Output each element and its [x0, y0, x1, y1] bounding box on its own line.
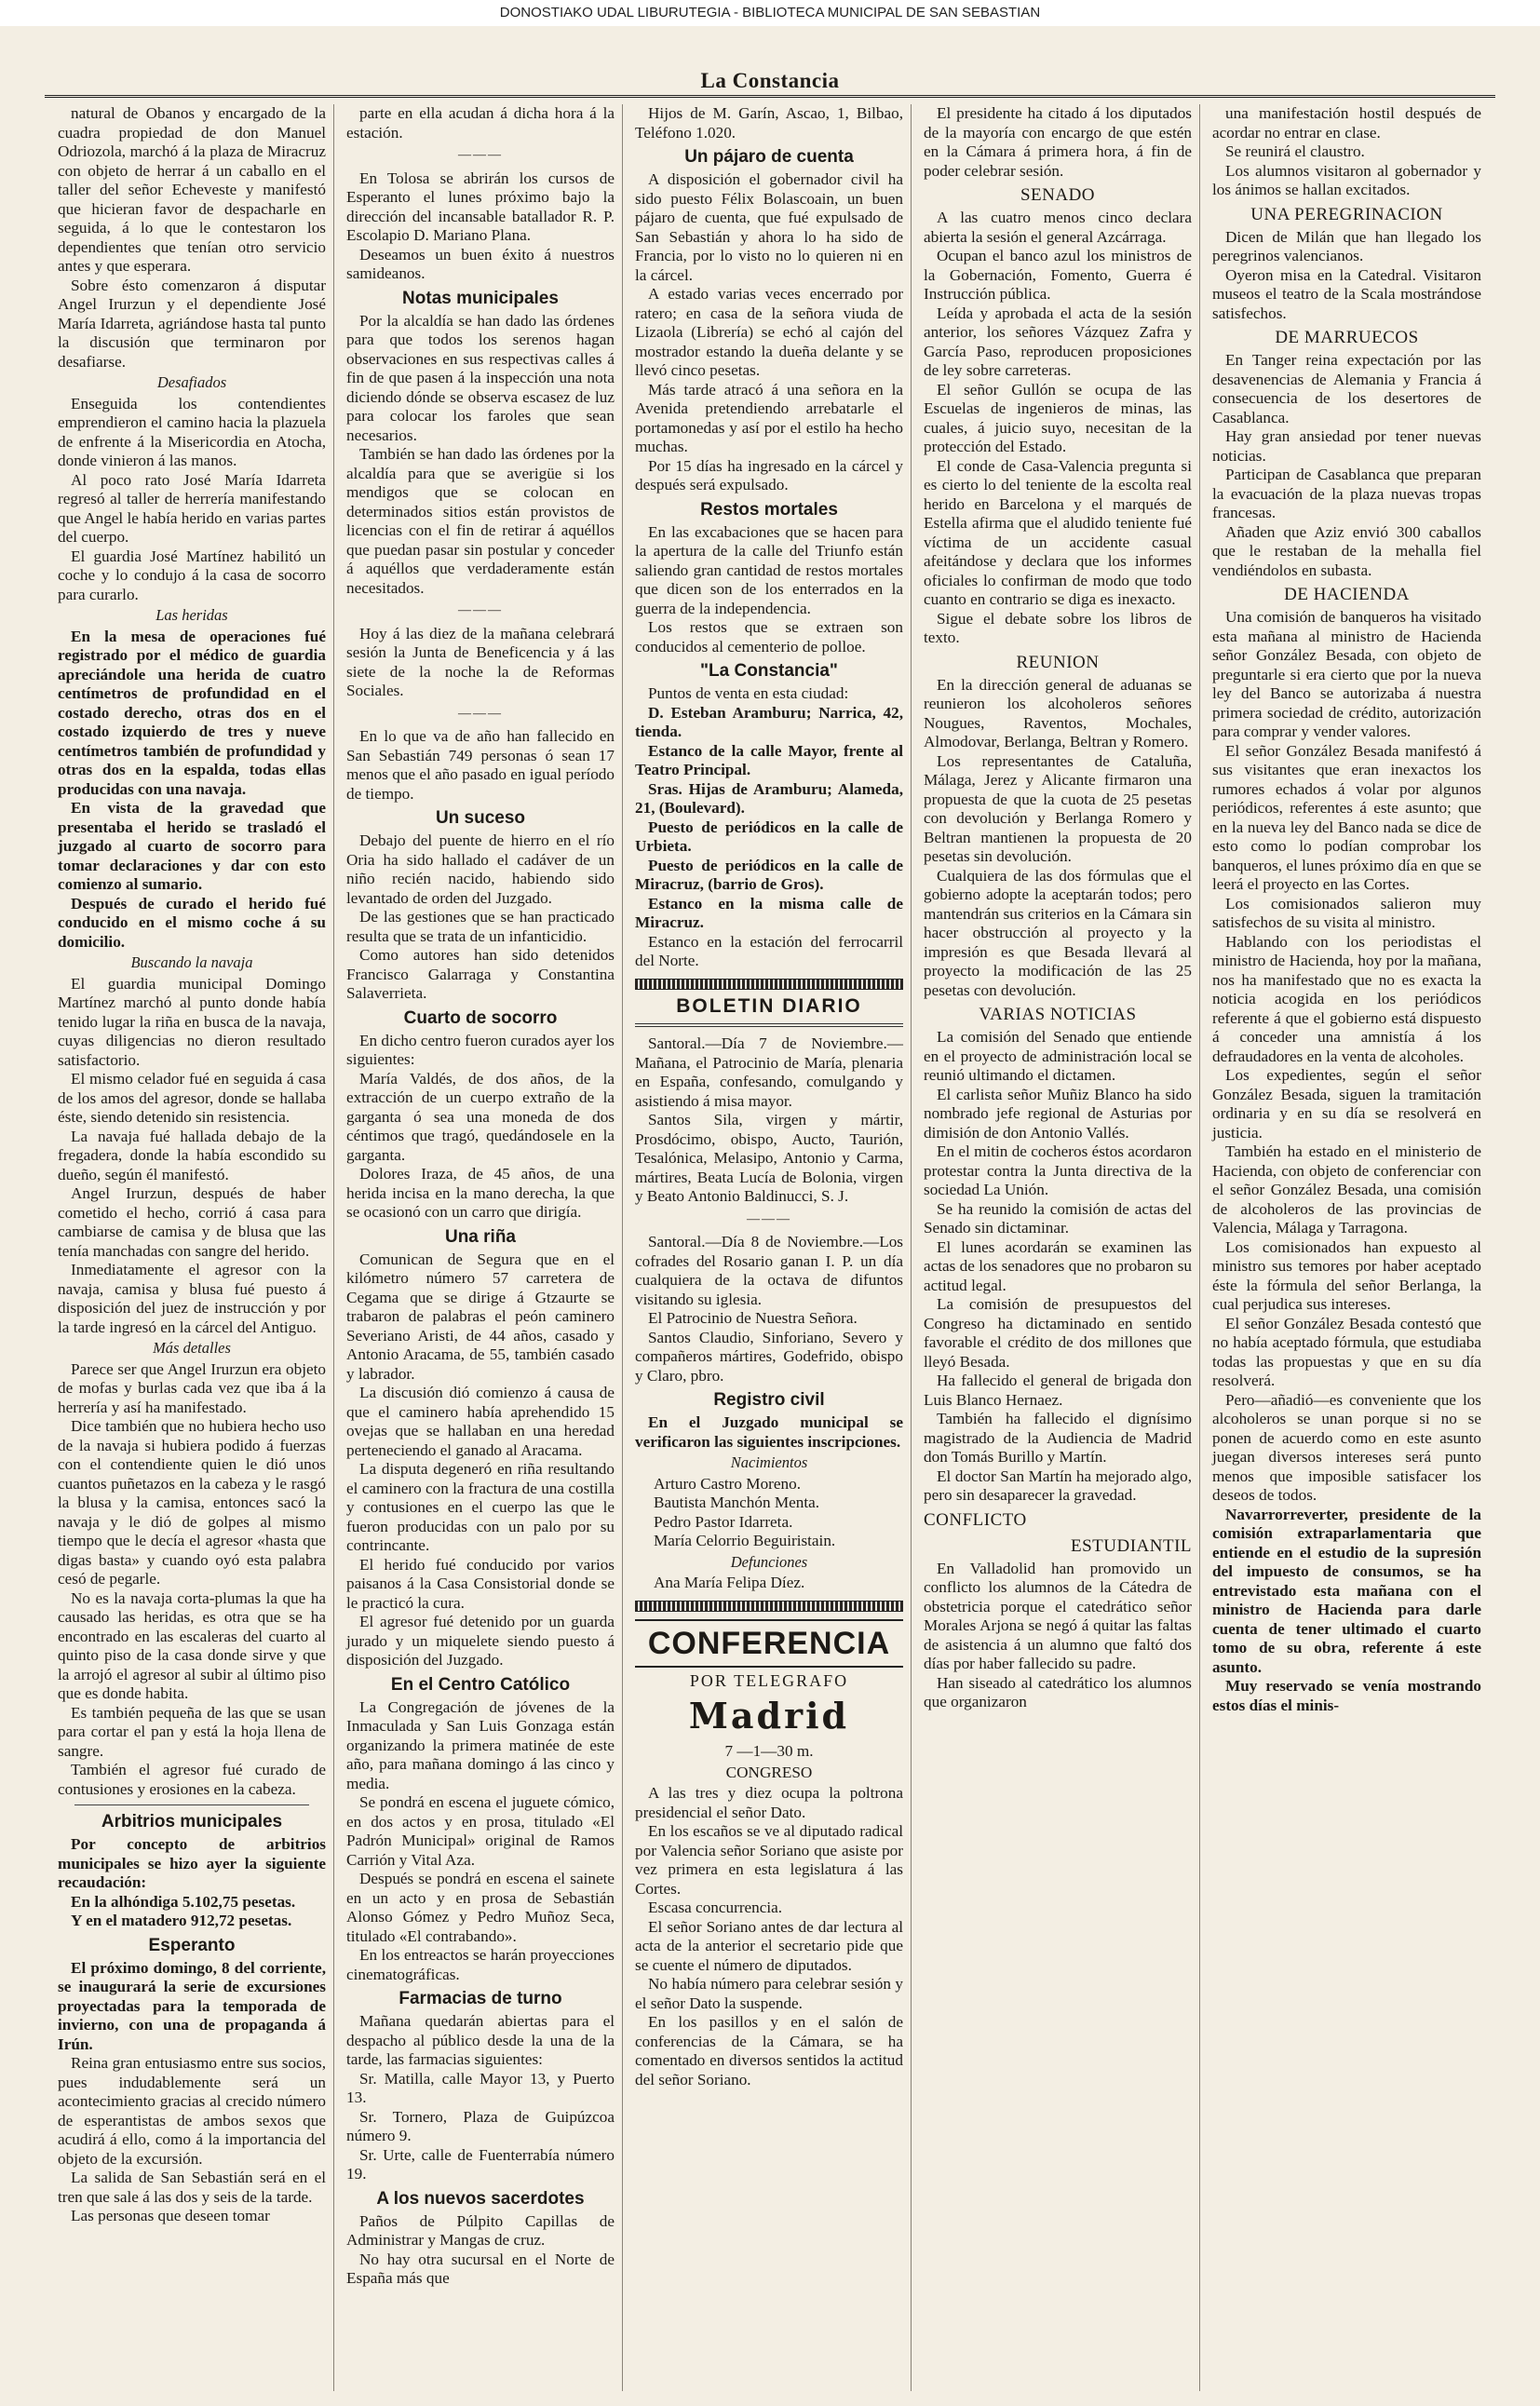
section-heading: REUNION: [1016, 652, 1100, 672]
article-paragraph: En el Juzgado municipal se verificaron las siguientes inscripciones.: [635, 1413, 903, 1451]
article-paragraph: El herido fué conducido por varios paisanos á la Casa Consistorial donde se le practicó la cura.: [346, 1555, 615, 1612]
article-paragraph: Santos Sila, virgen y mártir, Prosdócimo, obispo, Aucto, Taurión, Tesalónica, Melasipo, Antonio y Carma, mártires, Beata Lucía de Bolonia, virgen y Beato Antonio Baldinucci, S. J.: [635, 1111, 903, 1205]
article-paragraph: También ha fallecido el dignísimo magistrado de la Audiencia de Madrid don Tomás Burillo y Martín.: [924, 1410, 1192, 1466]
article-paragraph: Más tarde atracó á una señora en la Avenida pretendiendo arrebatarle el portamonedas y así por el estilo ha hecho muchas.: [635, 380, 903, 455]
article-paragraph: Hijos de M. Garín, Ascao, 1, Bilbao, Teléfono 1.020.: [635, 104, 903, 142]
ornamental-band: [635, 1601, 903, 1612]
ornamental-band: [635, 979, 903, 990]
article-paragraph: Sigue el debate sobre los libros de texto.: [924, 609, 1192, 646]
section-heading: UNA PEREGRINACION: [1250, 204, 1443, 224]
article-paragraph: Estanco en la misma calle de Miracruz.: [635, 894, 903, 931]
telegraph-line: POR TELEGRAFO: [689, 1670, 849, 1690]
article-paragraph: Sobre ésto comenzaron á disputar Angel Irurzun y el dependiente José María Idarreta, agriándose hasta tal punto la discusión que terminaron por desafiarse.: [58, 276, 326, 371]
article-paragraph: La discusión dió comienzo á causa de que el caminero había aprehendido 15 ovejas que se hallaban en una heredad perteneciendo el ganado al Aracama.: [346, 1384, 615, 1459]
article-paragraph: Los restos que se extraen son conducidos al cementerio de polloe.: [635, 618, 903, 656]
article-paragraph: Pero—añadió—es conveniente que los alcoholeros se unan porque si no se ponen de acuerdo como en este asunto juegan diversos intereses será punto menos que imposible satisfacer los deseos de todos.: [1212, 1390, 1481, 1504]
masthead: [45, 67, 1495, 101]
article-paragraph: El carlista señor Muñiz Blanco ha sido nombrado jefe regional de Asturias por dimisión de don Antonio Vallés.: [924, 1085, 1192, 1142]
conference-title: CONFERENCIA: [635, 1619, 903, 1668]
masthead-rule: [45, 95, 1495, 98]
list-item: Pedro Pastor Idarreta.: [654, 1512, 793, 1531]
section-heading: CONFLICTO: [924, 1509, 1027, 1530]
article-paragraph: En las excabaciones que se hacen para la apertura de la calle del Triunfo están saliendo gran cantidad de restos mortales que dicen son de los enterrados en la guerra de la independencia.: [635, 522, 903, 617]
article-paragraph: natural de Obanos y encargado de la cuadra propiedad de don Manuel Odriozola, marchó á la plaza de Miracruz con objeto de herrar á un caballo en el taller del señor Echeveste y manifestó que hicieran favor de despacharle en seguida, á lo que le contestaron los dependientes que tenían otro servicio antes y que esperara.: [58, 104, 326, 275]
separator: ———: [458, 706, 503, 721]
article-paragraph: El agresor fué detenido por un guarda jurado y un miquelete siendo puesto á disposición del Juzgado.: [346, 1613, 615, 1669]
article-paragraph: El presidente ha citado á los diputados de la mayoría con encargo de que estén en la Cámara á primera hora, á fin de poder celebrar sesión.: [924, 104, 1192, 180]
article-paragraph: Oyeron misa en la Catedral. Visitaron museos el teatro de la Scala mostrándose satisfechos.: [1212, 265, 1481, 322]
article-paragraph: Y en el matadero 912,72 pesetas.: [71, 1912, 292, 1929]
article-paragraph: En los pasillos y en el salón de conferencias de la Cámara, se ha comentado en diversos sentidos la actitud del señor Soriano.: [635, 2013, 903, 2088]
article-paragraph: De las gestiones que se han practicado resulta que se trata de un infanticidio.: [346, 908, 615, 945]
column-3: [628, 104, 912, 2391]
separator: ———: [458, 148, 503, 162]
article-paragraph: El lunes acordarán se examinen las actas de los senadores que no probaron su actitud legal.: [924, 1237, 1192, 1294]
article-paragraph: Estanco en la estación del ferrocarril del Norte.: [635, 932, 903, 969]
article-paragraph: No es la navaja corta-plumas la que ha causado las heridas, es otra que se ha encontrado en las escaleras del cuarto al quinto piso de la casa donde sirve y que la arrojó el agresor al subir al último piso que es donde habita.: [58, 1588, 326, 1702]
separator-rule: [74, 1804, 309, 1805]
column-5: [1205, 104, 1489, 2391]
subheading: Nacimientos: [730, 1453, 808, 1471]
article-paragraph: Los expedientes, según el señor González Besada, siguen la tramitación ordinaria y en su día se resolverá en justicia.: [1212, 1066, 1481, 1142]
section-heading: ESTUDIANTIL: [1070, 1535, 1192, 1556]
article-paragraph: La salida de San Sebastián será en el tren que sale á las dos y seis de la tarde.: [58, 2169, 326, 2206]
section-heading: A los nuevos sacerdotes: [376, 2188, 585, 2209]
article-paragraph: Dice también que no hubiera hecho uso de la navaja si hubiera podido á fuerzas con el contendiente quien le dió unos cuantos puñetazos en la cabeza y le rasgó la blusa y la camisa, entonces sacó la navaja y le dió de golpes al mismo tiempo que le decía el agresor «hasta que digas basta» y cuando oyó esta palabra cesó de pegarle.: [58, 1417, 326, 1588]
article-paragraph: Por la alcaldía se han dado las órdenes para que todos los serenos hagan observaciones en sus respectivas calles á fin de que pasen á la inspección una nota diciendo dónde se observa escasez de luz para colocar los faroles que sean necesarios.: [346, 311, 615, 444]
list-item: Bautista Manchón Menta.: [654, 1494, 820, 1511]
article-paragraph: Leída y aprobada el acta de la sesión anterior, los señores Vázquez Zafra y García Paso, reproducen proposiciones de ley sobre carreteras.: [924, 304, 1192, 379]
article-paragraph: Han siseado al catedrático los alumnos que organizaron: [924, 1673, 1192, 1710]
section-heading: Farmacias de turno: [399, 1989, 562, 2008]
article-paragraph: En la alhóndiga 5.102,75 pesetas.: [71, 1892, 296, 1911]
article-paragraph: Inmediatamente el agresor con la navaja, camisa y blusa fué puesto á disposición del juez de instrucción y por la tarde ingresó en la cárcel del Antiguo.: [58, 1261, 326, 1336]
article-paragraph: El señor Soriano antes de dar lectura al acta de la anterior el secretario pide que se cuente el número de diputados.: [635, 1917, 903, 1974]
article-paragraph: Estanco de la calle Mayor, frente al Teatro Principal.: [635, 741, 903, 778]
article-paragraph: Por 15 días ha ingresado en la cárcel y después será expulsado.: [635, 456, 903, 493]
article-paragraph: Santoral.—Día 7 de Noviembre.—Mañana, el Patrocinio de María, plenaria en España, confesando, comulgando y asistiendo á misa mayor.: [635, 1034, 903, 1110]
subheading: Las heridas: [155, 606, 228, 624]
column-4: [916, 104, 1200, 2391]
article-paragraph: El conde de Casa-Valencia pregunta si es cierto lo del teniente de la escolta real herido en Barcelona y el marqués de Estella afirma que el aludido teniente fué víctima de un accidente casual afeitándose y declara que los informes oficiales lo confirman de modo que todo cuanto en contrario se diga es inexacto.: [924, 456, 1192, 608]
article-paragraph: Los comisionados han expuesto al ministro sus temores por haber aceptado éste la fórmula del señor Berlanga, la cual perjudica sus intereses.: [1212, 1237, 1481, 1313]
article-paragraph: No había número para celebrar sesión y el señor Dato la suspende.: [635, 1975, 903, 2012]
article-paragraph: Sr. Urte, calle de Fuenterrabía número 19.: [346, 2145, 615, 2183]
article-paragraph: Sr. Tornero, Plaza de Guipúzcoa número 9.: [346, 2107, 615, 2144]
subheading: Buscando la navaja: [130, 953, 253, 971]
article-paragraph: Dicen de Milán que han llegado los peregrinos valencianos.: [1212, 227, 1481, 264]
article-paragraph: Reina gran entusiasmo entre sus socios, pues indudablemente será un acontecimiento gracias al crecido número de esperantistas de ambos sexos que acudirá á ello, como á la importancia del objeto de la excursión.: [58, 2054, 326, 2168]
article-paragraph: El señor Gullón se ocupa de las Escuelas de ingenieros de minas, las cuales, á juicio suyo, necesitan de la protección del Estado.: [924, 380, 1192, 455]
article-paragraph: Una comisión de banqueros ha visitado esta mañana al ministro de Hacienda señor González Besada, con objeto de preguntarle si era cierto que por la nueva ley del Banco se autorizaba á nuestra primera sociedad de crédito, autorización para comprar y vender valores.: [1212, 608, 1481, 740]
article-paragraph: Parece ser que Angel Irurzun era objeto de mofas y burlas cada vez que iba á la herrería y así ha manifestado.: [58, 1359, 326, 1416]
article-paragraph: Los alumnos visitaron al gobernador y los ánimos se hallan excitados.: [1212, 161, 1481, 198]
article-paragraph: En los escaños se ve al diputado radical por Valencia señor Soriano que asiste por vez primera en esta legislatura á las Cortes.: [635, 1822, 903, 1898]
article-paragraph: A disposición el gobernador civil ha sido puesto Félix Bolascoain, un buen pájaro de cuenta, que fué expulsado de San Sebastián y ahora lo ha sido de Francia, por lo visto no lo quieren ni en la cárcel.: [635, 170, 903, 284]
article-paragraph: El señor González Besada manifestó á sus visitantes que eran inexactos los rumores echados á volar por algunos periódicos, referentes á este asunto; que en la nueva ley del Banco nada se dice de esto como lo podían comprobar los banqueros, el lunes próximo día en que se leerá el proyecto en las Cortes.: [1212, 741, 1481, 893]
list-item: Ana María Felipa Díez.: [654, 1574, 805, 1591]
section-heading: "La Constancia": [700, 661, 838, 681]
article-paragraph: Santos Claudio, Sinforiano, Severo y compañeros mártires, Godefrido, obispo y Claro, pbro.: [635, 1328, 903, 1385]
subheading: Desafiados: [156, 373, 227, 391]
separator: ———: [458, 603, 503, 617]
article-paragraph: En Tanger reina expectación por las desavenencias de Alemania y Francia á consecuencia de los desertores de Casablanca.: [1212, 351, 1481, 426]
article-paragraph: Hablando con los periodistas el ministro de Hacienda, hoy por la mañana, nos ha manifestado que no es exacta la noticia acogida en los periódicos referente á que el gobierno está dispuesto á conceder una amnistía á los defraudadores en la venta de alcoholes.: [1212, 932, 1481, 1065]
article-paragraph: Mañana quedarán abiertas para el despacho al público desde la una de la tarde, las farmacias siguientes:: [346, 2012, 615, 2068]
section-heading: Un pájaro de cuenta: [684, 147, 854, 167]
section-heading: Restos mortales: [700, 499, 838, 520]
article-paragraph: Se ha reunido la comisión de actas del Senado sin dictaminar.: [924, 1199, 1192, 1237]
subheading: CONGRESO: [725, 1763, 813, 1781]
article-paragraph: Como autores han sido detenidos Francisco Galarraga y Constantina Salaverrieta.: [346, 946, 615, 1002]
article-paragraph: Sr. Matilla, calle Mayor 13, y Puerto 13.: [346, 2069, 615, 2106]
article-paragraph: El próximo domingo, 8 del corriente, se inaugurará la serie de excursiones proyectadas para la temporada de invierno, con una de propaganda á Irún.: [58, 1958, 326, 2053]
article-paragraph: Puesto de periódicos en la calle de Miracruz, (barrio de Gros).: [635, 856, 903, 893]
article-paragraph: Los representantes de Cataluña, Málaga, Jerez y Alicante firmaron una propuesta de que la cuota de 25 pesetas con devolución y Berlanga Romero y Beltran mantienen la propuesta de 20 pesetas sin devolución.: [924, 751, 1192, 865]
article-paragraph: parte en ella acudan á dicha hora á la estación.: [346, 104, 615, 142]
article-paragraph: Dolores Iraza, de 45 años, de una herida incisa en la mano derecha, la que se ocasionó con un carro que dirigía.: [346, 1165, 615, 1221]
article-paragraph: La comisión de presupuestos del Congreso ha dictaminado en sentido favorable el crédito de dos millones que lleyó Besada.: [924, 1295, 1192, 1371]
subheading: Más detalles: [153, 1339, 231, 1357]
list-item: María Celorrio Beguiristain.: [654, 1532, 836, 1549]
article-paragraph: Cualquiera de las dos fórmulas que el gobierno adopte la aceptarán todos; pero mantendrán sus criterios en la Cámara sin hacer obstrucción al proyecto y la impresión es que Besada llevará al proyecto la modificación de las 25 pesetas con devolución.: [924, 866, 1192, 999]
section-heading: SENADO: [1020, 185, 1096, 205]
section-heading: Notas municipales: [402, 288, 559, 308]
archive-header: DONOSTIAKO UDAL LIBURUTEGIA - BIBLIOTECA MUNICIPAL DE SAN SEBASTIAN: [0, 0, 1540, 26]
article-paragraph: También se han dado las órdenes por la alcaldía para que se averigüe si los mendigos que se colocan en determinados sitios están provistos de licencias con el fin de retirar á aquéllos que puedan pasar sin postular y conceder á aquéllos que verdaderamente están necesitados.: [346, 445, 615, 597]
article-paragraph: Participan de Casablanca que preparan la evacuación de la plaza nuevas tropas francesas.: [1212, 466, 1481, 521]
article-paragraph: El doctor San Martín ha mejorado algo, pero sin desaparecer la gravedad.: [924, 1467, 1192, 1504]
article-paragraph: Comunican de Segura que en el kilómetro número 57 carretera de Cegama que se dirige á Gtzaurte se trabaron de palabras el peón caminero Severiano Aristi, de 44 años, casado y Antonio Aracama, de 55, también casado y labrador.: [346, 1250, 615, 1383]
article-paragraph: Angel Irurzun, después de haber cometido el hecho, corrió á casa para cambiarse de camisa y de blusa que las tenía manchadas con sangre del herido.: [58, 1184, 326, 1260]
article-paragraph: Añaden que Aziz envió 300 caballos que le restaban de la mehalla fiel vendiéndolos en subasta.: [1212, 522, 1481, 579]
section-heading: DE MARRUECOS: [1275, 328, 1419, 347]
article-paragraph: Muy reservado se venía mostrando estos días el minis-: [1212, 1677, 1481, 1714]
article-paragraph: A las tres y diez ocupa la poltrona presidencial el señor Dato.: [635, 1784, 903, 1821]
article-paragraph: Enseguida los contendientes emprendieron el camino hacia la plazuela de enfrente á la Misericordia en Atocha, donde vinieron á las manos.: [58, 394, 326, 469]
section-banner: BOLETIN DIARIO: [676, 994, 862, 1017]
article-paragraph: En el mitin de cocheros éstos acordaron protestar contra la Junta directiva de la sociedad La Unión.: [924, 1142, 1192, 1198]
article-paragraph: Santoral.—Día 8 de Noviembre.—Los cofrades del Rosario ganan I. P. un día cualquiera de la octava de difuntos visitando su iglesia.: [635, 1233, 903, 1308]
article-paragraph: Escasa concurrencia.: [648, 1899, 783, 1916]
article-paragraph: En vista de la gravedad que presentaba el herido se trasladó el juzgado al cuarto de socorro para tomar declaraciones y dar con esto comienzo al sumario.: [58, 799, 326, 893]
article-paragraph: Se pondrá en escena el juguete cómico, en dos actos y en prosa, titulado «El Padrón Municipal» original de Ramos Carrión y Vital Aza.: [346, 1793, 615, 1869]
article-paragraph: La navaja fué hallada debajo de la fregadera, donde la había escondido su dueño, según él manifestó.: [58, 1127, 326, 1183]
section-heading: Esperanto: [148, 1935, 236, 1955]
article-paragraph: Después se pondrá en escena el sainete en un acto y en prosa de Sebastián Alonso Gómez y Pedro Muñoz Seca, titulado «El contrabando».: [346, 1870, 615, 1945]
article-paragraph: Puntos de venta en esta ciudad:: [648, 684, 849, 702]
article-paragraph: El Patrocinio de Nuestra Señora.: [648, 1309, 858, 1327]
section-heading: VARIAS NOTICIAS: [979, 1005, 1137, 1024]
article-paragraph: A estado varias veces encerrado por ratero; en casa de la señora viuda de Lizaola (Librería) se echó al cajón del mostrador estando la dueña delante y se llevó cinco pesetas.: [635, 285, 903, 379]
article-paragraph: La Congregación de jóvenes de la Inmaculada y San Luis Gonzaga están organizando la primera matinée de este año, para mañana domingo á las cinco y media.: [346, 1697, 615, 1792]
section-heading: Arbitrios municipales: [101, 1812, 283, 1832]
newspaper-title: La Constancia: [700, 69, 840, 92]
article-paragraph: Puesto de periódicos en la calle de Urbieta.: [635, 818, 903, 855]
article-paragraph: Se reunirá el claustro.: [1225, 142, 1365, 160]
article-paragraph: En dicho centro fueron curados ayer los siguientes:: [346, 1031, 615, 1068]
section-heading: Un suceso: [435, 808, 526, 828]
dispatch-time: 7 —1—30 m.: [724, 1742, 814, 1760]
article-paragraph: El guardia municipal Domingo Martínez marchó al punto donde había tenido lugar la riña en busca de la navaja, cuyas diligencias no dieron resultado satisfactorio.: [58, 974, 326, 1069]
article-paragraph: También el agresor fué curado de contusiones y erosiones en la cabeza.: [58, 1761, 326, 1798]
article-paragraph: Las personas que deseen tomar: [71, 2207, 270, 2224]
article-paragraph: Los comisionados salieron muy satisfechos de su visita al ministro.: [1212, 894, 1481, 931]
article-paragraph: Navarrorreverter, presidente de la comisión extraparlamentaria que entiende en el estudio de la supresión del impuesto de consumos, se ha entrevistado esta mañana con el ministro de Hacienda para darle cuenta de tener ultimado el cuarto tomo de su obra, referente á este asunto.: [1212, 1505, 1481, 1676]
article-paragraph: El guardia José Martínez habilitó un coche y lo condujo á la casa de socorro para curarlo.: [58, 547, 326, 603]
article-paragraph: La disputa degeneró en riña resultando el caminero con la fractura de una costilla y contusiones en el cuerpo las que le fueron producidas con un palo por su contrincante.: [346, 1460, 615, 1554]
article-paragraph: Hay gran ansiedad por tener nuevas noticias.: [1212, 427, 1481, 465]
article-paragraph: En Valladolid han promovido un conflicto los alumnos de la Cátedra de obstetricia porque el catedrático señor Morales Arjona se negó á quitar las faltas de asistencia á un alumno que faltó dos días por haber fallecido su padre.: [924, 1559, 1192, 1672]
separator: ———: [747, 1211, 791, 1226]
list-item: Arturo Castro Moreno.: [654, 1474, 802, 1493]
article-paragraph: El mismo celador fué en seguida á casa de los amos del agresor, donde se hallaba éste, siendo detenido sin resistencia.: [58, 1070, 326, 1126]
column-1: [50, 104, 334, 2391]
article-paragraph: En la dirección general de aduanas se reunieron los alcoholeros señores Nougues, Raventos, Mochales, Almodovar, Berlanga, Beltran y Romero.: [924, 675, 1192, 750]
section-heading: En el Centro Católico: [390, 1674, 571, 1695]
subheading: Defunciones: [730, 1552, 808, 1571]
article-paragraph: María Valdés, de dos años, de la extracción de un cuerpo extraño de la garganta ó sea una moneda de dos céntimos que tragó, quedándosele en la garganta.: [346, 1069, 615, 1164]
article-paragraph: Sras. Hijas de Aramburu; Alameda, 21, (Boulevard).: [635, 779, 903, 817]
article-paragraph: A las cuatro menos cinco declara abierta la sesión el general Azcárraga.: [924, 209, 1192, 246]
article-paragraph: D. Esteban Aramburu; Narrica, 42, tienda.: [635, 703, 903, 740]
article-paragraph: Ha fallecido el general de brigada don Luis Blanco Hernaez.: [924, 1372, 1192, 1409]
article-paragraph: Deseamos un buen éxito á nuestros samideanos.: [346, 245, 615, 282]
article-paragraph: Hoy á las diez de la mañana celebrará sesión la Junta de Beneficencia y á las siete de la noche la de Reformas Sociales.: [346, 624, 615, 699]
section-heading: DE HACIENDA: [1284, 585, 1410, 604]
article-paragraph: No hay otra sucursal en el Norte de España más que: [346, 2250, 615, 2287]
article-paragraph: También ha estado en el ministerio de Hacienda, con objeto de conferenciar con el señor González Besada, una comisión de alcoholeros de las provincias de Valencia, Málaga y Tarragona.: [1212, 1142, 1481, 1237]
article-paragraph: El señor González Besada contestó que no había aceptado fórmula, que estudiaba todas las propuestas y que en su día resolverá.: [1212, 1314, 1481, 1389]
article-paragraph: Al poco rato José María Idarreta regresó al taller de herrería manifestando que Angel le había herido en varias partes del cuerpo.: [58, 470, 326, 546]
separator-rule: [635, 1023, 903, 1027]
section-heading: Cuarto de socorro: [403, 1007, 558, 1028]
newspaper-columns: [50, 104, 1492, 2391]
section-heading: Una riña: [444, 1226, 517, 1247]
article-paragraph: Por concepto de arbitrios municipales se hizo ayer la siguiente recaudación:: [58, 1835, 326, 1891]
article-paragraph: En los entreactos se harán proyecciones cinematográficas.: [346, 1946, 615, 1983]
article-paragraph: En Tolosa se abrirán los cursos de Esperanto el lunes próximo bajo la dirección del incansable batallador R. P. Escolapio D. Mariano Plana.: [346, 169, 615, 244]
article-paragraph: Debajo del puente de hierro en el río Oria ha sido hallado el cadáver de un niño recién nacido, habiendo sido levantado de orden del Juzgado.: [346, 831, 615, 907]
article-paragraph: Paños de Púlpito Capillas de Administrar y Mangas de cruz.: [346, 2211, 615, 2249]
article-paragraph: una manifestación hostil después de acordar no entrar en clase.: [1212, 104, 1481, 142]
madrid-title: Madrid: [688, 1695, 850, 1737]
article-paragraph: En lo que va de año han fallecido en San Sebastián 749 personas ó sean 17 menos que el año pasado en igual período de tiempo.: [346, 727, 615, 803]
column-2: [339, 104, 623, 2391]
article-paragraph: La comisión del Senado que entiende en el proyecto de administración local se reunió ultimando el dictamen.: [924, 1028, 1192, 1084]
article-paragraph: Después de curado el herido fué conducido en el mismo coche á su domicilio.: [58, 894, 326, 951]
article-paragraph: Ocupan el banco azul los ministros de la Gobernación, Fomento, Guerra é Instrucción pública.: [924, 247, 1192, 303]
article-paragraph: En la mesa de operaciones fué registrado por el médico de guardia apreciándole una herida de cuatro centímetros de profundidad en el costado derecho, otras dos en el costado izquierdo de tres y nueve centímetros también de profundidad y otras dos en la espalda, todas ellas producidas con una navaja.: [58, 627, 326, 798]
section-heading: Registro civil: [713, 1390, 825, 1410]
article-paragraph: Es también pequeña de las que se usan para cortar el pan y está la hoja llena de sangre.: [58, 1703, 326, 1760]
